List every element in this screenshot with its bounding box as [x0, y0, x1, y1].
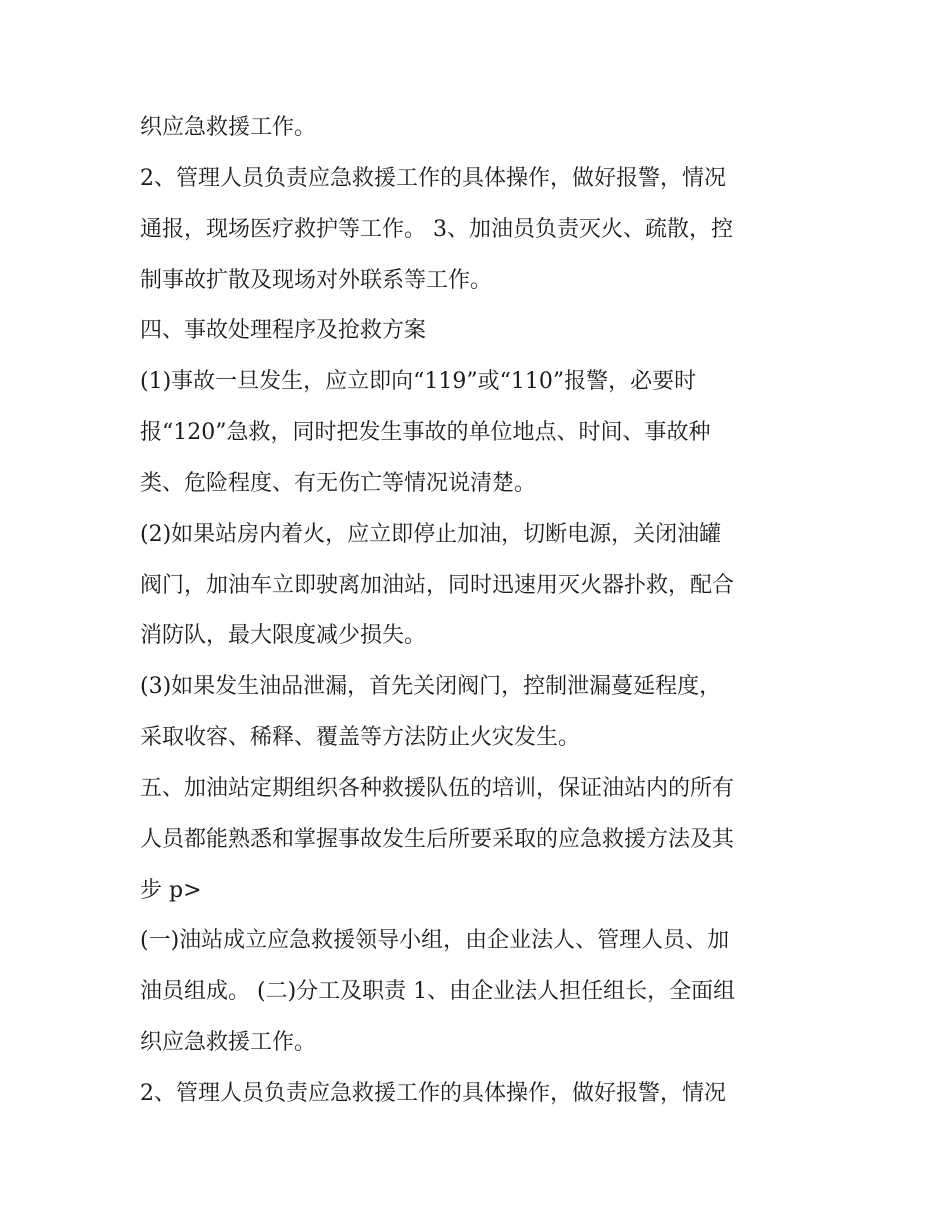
text-line: 五、加油站定期组织各种救援队伍的培训，保证油站内的所有	[140, 776, 735, 801]
text-line: 2、管理人员负责应急救援工作的具体操作，做好报警，情况	[140, 166, 726, 191]
text-line: 油员组成。 (二)分工及职责 1、由企业法人担任组长，全面组	[140, 979, 736, 1004]
text-line: (一)油站成立应急救援领导小组，由企业法人、管理人员、加	[140, 928, 730, 953]
section-heading: 四、事故处理程序及抢救方案	[140, 318, 427, 343]
text-line: (3)如果发生油品泄漏，首先关闭阀门，控制泄漏蔓延程度，	[140, 674, 722, 699]
text-line: (1)事故一旦发生，应立即向“119”或“110”报警，必要时	[140, 369, 697, 394]
text-line: (2)如果站房内着火，应立即停止加油，切断电源，关闭油罐	[140, 522, 722, 547]
text-line: 阀门，加油车立即驶离加油站，同时迅速用灭火器扑救，配合	[140, 573, 735, 598]
text-line: 报“120”急救，同时把发生事故的单位地点、时间、事故种	[140, 420, 711, 445]
text-line: 制事故扩散及现场对外联系等工作。	[140, 268, 493, 293]
text-line: 通报，现场医疗救护等工作。 3、加油员负责灭火、疏散，控	[140, 217, 733, 242]
text-line: 步 p>	[140, 878, 202, 903]
text-line: 人员都能熟悉和掌握事故发生后所要采取的应急救援方法及其	[140, 827, 735, 852]
text-line: 采取收容、稀释、覆盖等方法防止火灾发生。	[140, 725, 581, 750]
text-line: 2、管理人员负责应急救援工作的具体操作，做好报警，情况	[140, 1081, 726, 1106]
text-line: 织应急救援工作。	[140, 1030, 317, 1055]
text-line: 类、危险程度、有无伤亡等情况说清楚。	[140, 471, 537, 496]
text-line: 织应急救援工作。	[140, 115, 317, 140]
text-line: 消防队，最大限度减少损失。	[140, 623, 427, 648]
